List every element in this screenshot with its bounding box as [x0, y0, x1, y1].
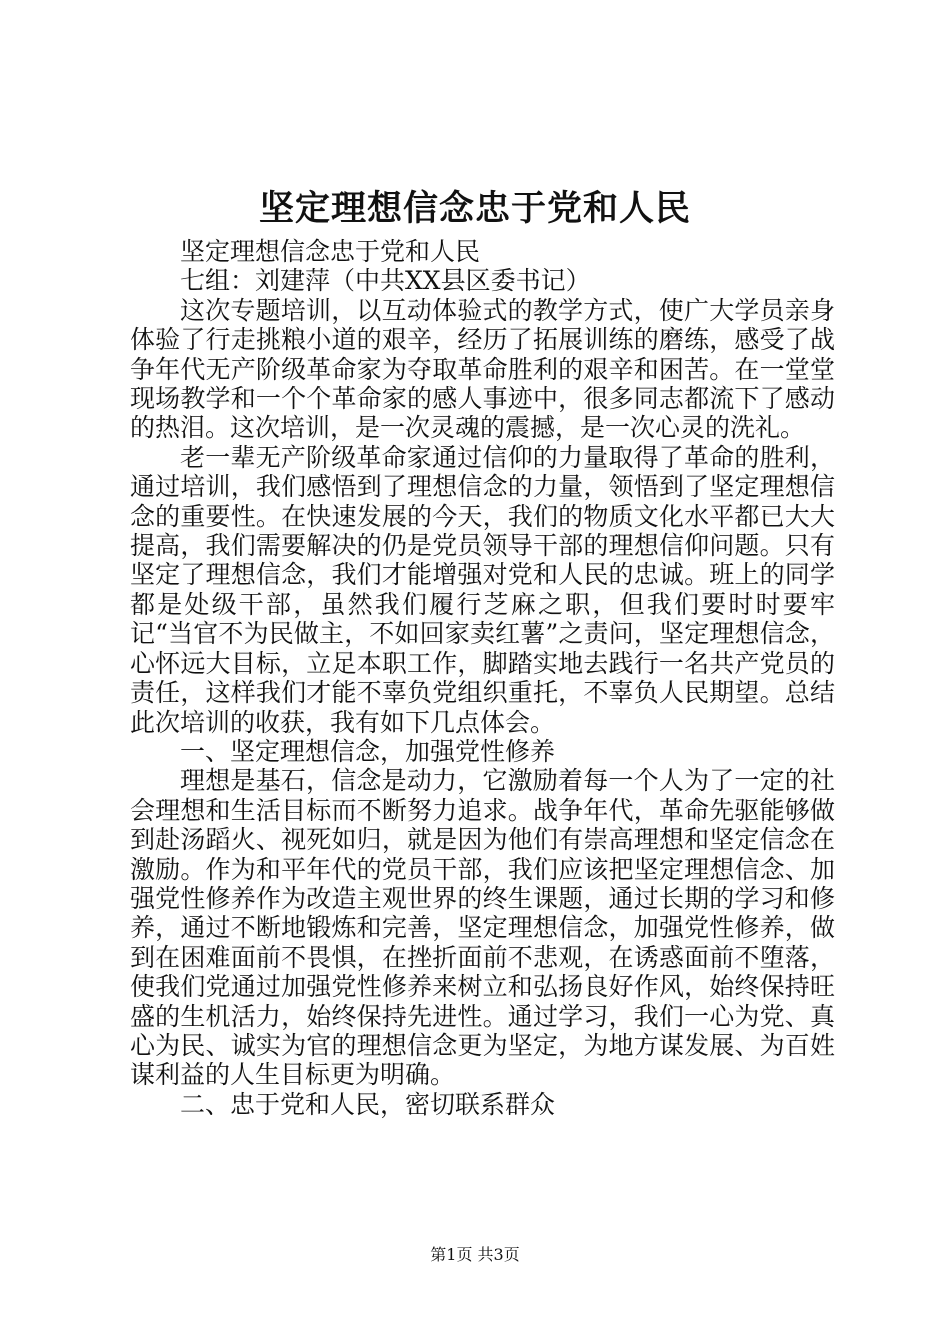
paragraph-section-1: 理想是基石，信念是动力，它激励着每一个人为了一定的社会理想和生活目标而不断努力追求。战争年代，革命先驱能够做到赴汤蹈火、视死如归，就是因为他们有崇高理想和坚定信念在激励。作为和平年代的党员干部，我们应该把坚定理想信念、加强党性修养作为改造主观世界的终生课题，通过长期的学习和修养，通过不断地锻炼和完善，坚定理想信念，加强党性修养，做到在困难面前不畏惧，在挫折面前不悲观，在诱惑面前不堕落，使我们党通过加强党性修养来树立和弘扬良好作风，始终保持旺盛的生机活力，始终保持先进性。通过学习，我们一心为党、真心为民、诚实为官的理想信念更为坚定，为地方谋发展、为百姓谋利益的人生目标更为明确。	[130, 766, 835, 1090]
paragraph-background: 老一辈无产阶级革命家通过信仰的力量取得了革命的胜利，通过培训，我们感悟到了理想信念的力量，领悟到了坚定理想信念的重要性。在快速发展的今天，我们的物质文化水平都已大大提高，我们需要解决的仍是党员领导干部的理想信仰问题。只有坚定了理想信念，我们才能增强对党和人民的忠诚。班上的同学都是处级干部，虽然我们履行芝麻之职，但我们要时时要牢记“当官不为民做主，不如回家卖红薯”之责问，坚定理想信念，心怀远大目标，立足本职工作，脚踏实地去践行一名共产党员的责任，这样我们才能不辜负党组织重托，不辜负人民期望。总结此次培训的收获，我有如下几点体会。	[130, 442, 835, 737]
document-body	[130, 237, 835, 1119]
section-heading-2: 二、忠于党和人民，密切联系群众	[180, 1089, 556, 1119]
document-title: 坚定理想信念忠于党和人民	[258, 188, 691, 229]
paragraph-author: 七组：刘建萍（中共XX县区委书记）	[180, 266, 591, 296]
section-heading-1: 一、坚定理想信念，加强党性修养	[180, 736, 556, 766]
page-footer: 第1页 共3页	[430, 1245, 520, 1264]
paragraph-subtitle: 坚定理想信念忠于党和人民	[180, 237, 481, 266]
paragraph-intro: 这次专题培训，以互动体验式的教学方式，使广大学员亲身体验了行走挑粮小道的艰辛，经历了拓展训练的磨练，感受了战争年代无产阶级革命家为夺取革命胜利的艰辛和困苦。在一堂堂现场教学和一个个革命家的感人事迹中，很多同志都流下了感动的热泪。这次培训，是一次灵魂的震撼，是一次心灵的洗礼。	[130, 295, 835, 443]
